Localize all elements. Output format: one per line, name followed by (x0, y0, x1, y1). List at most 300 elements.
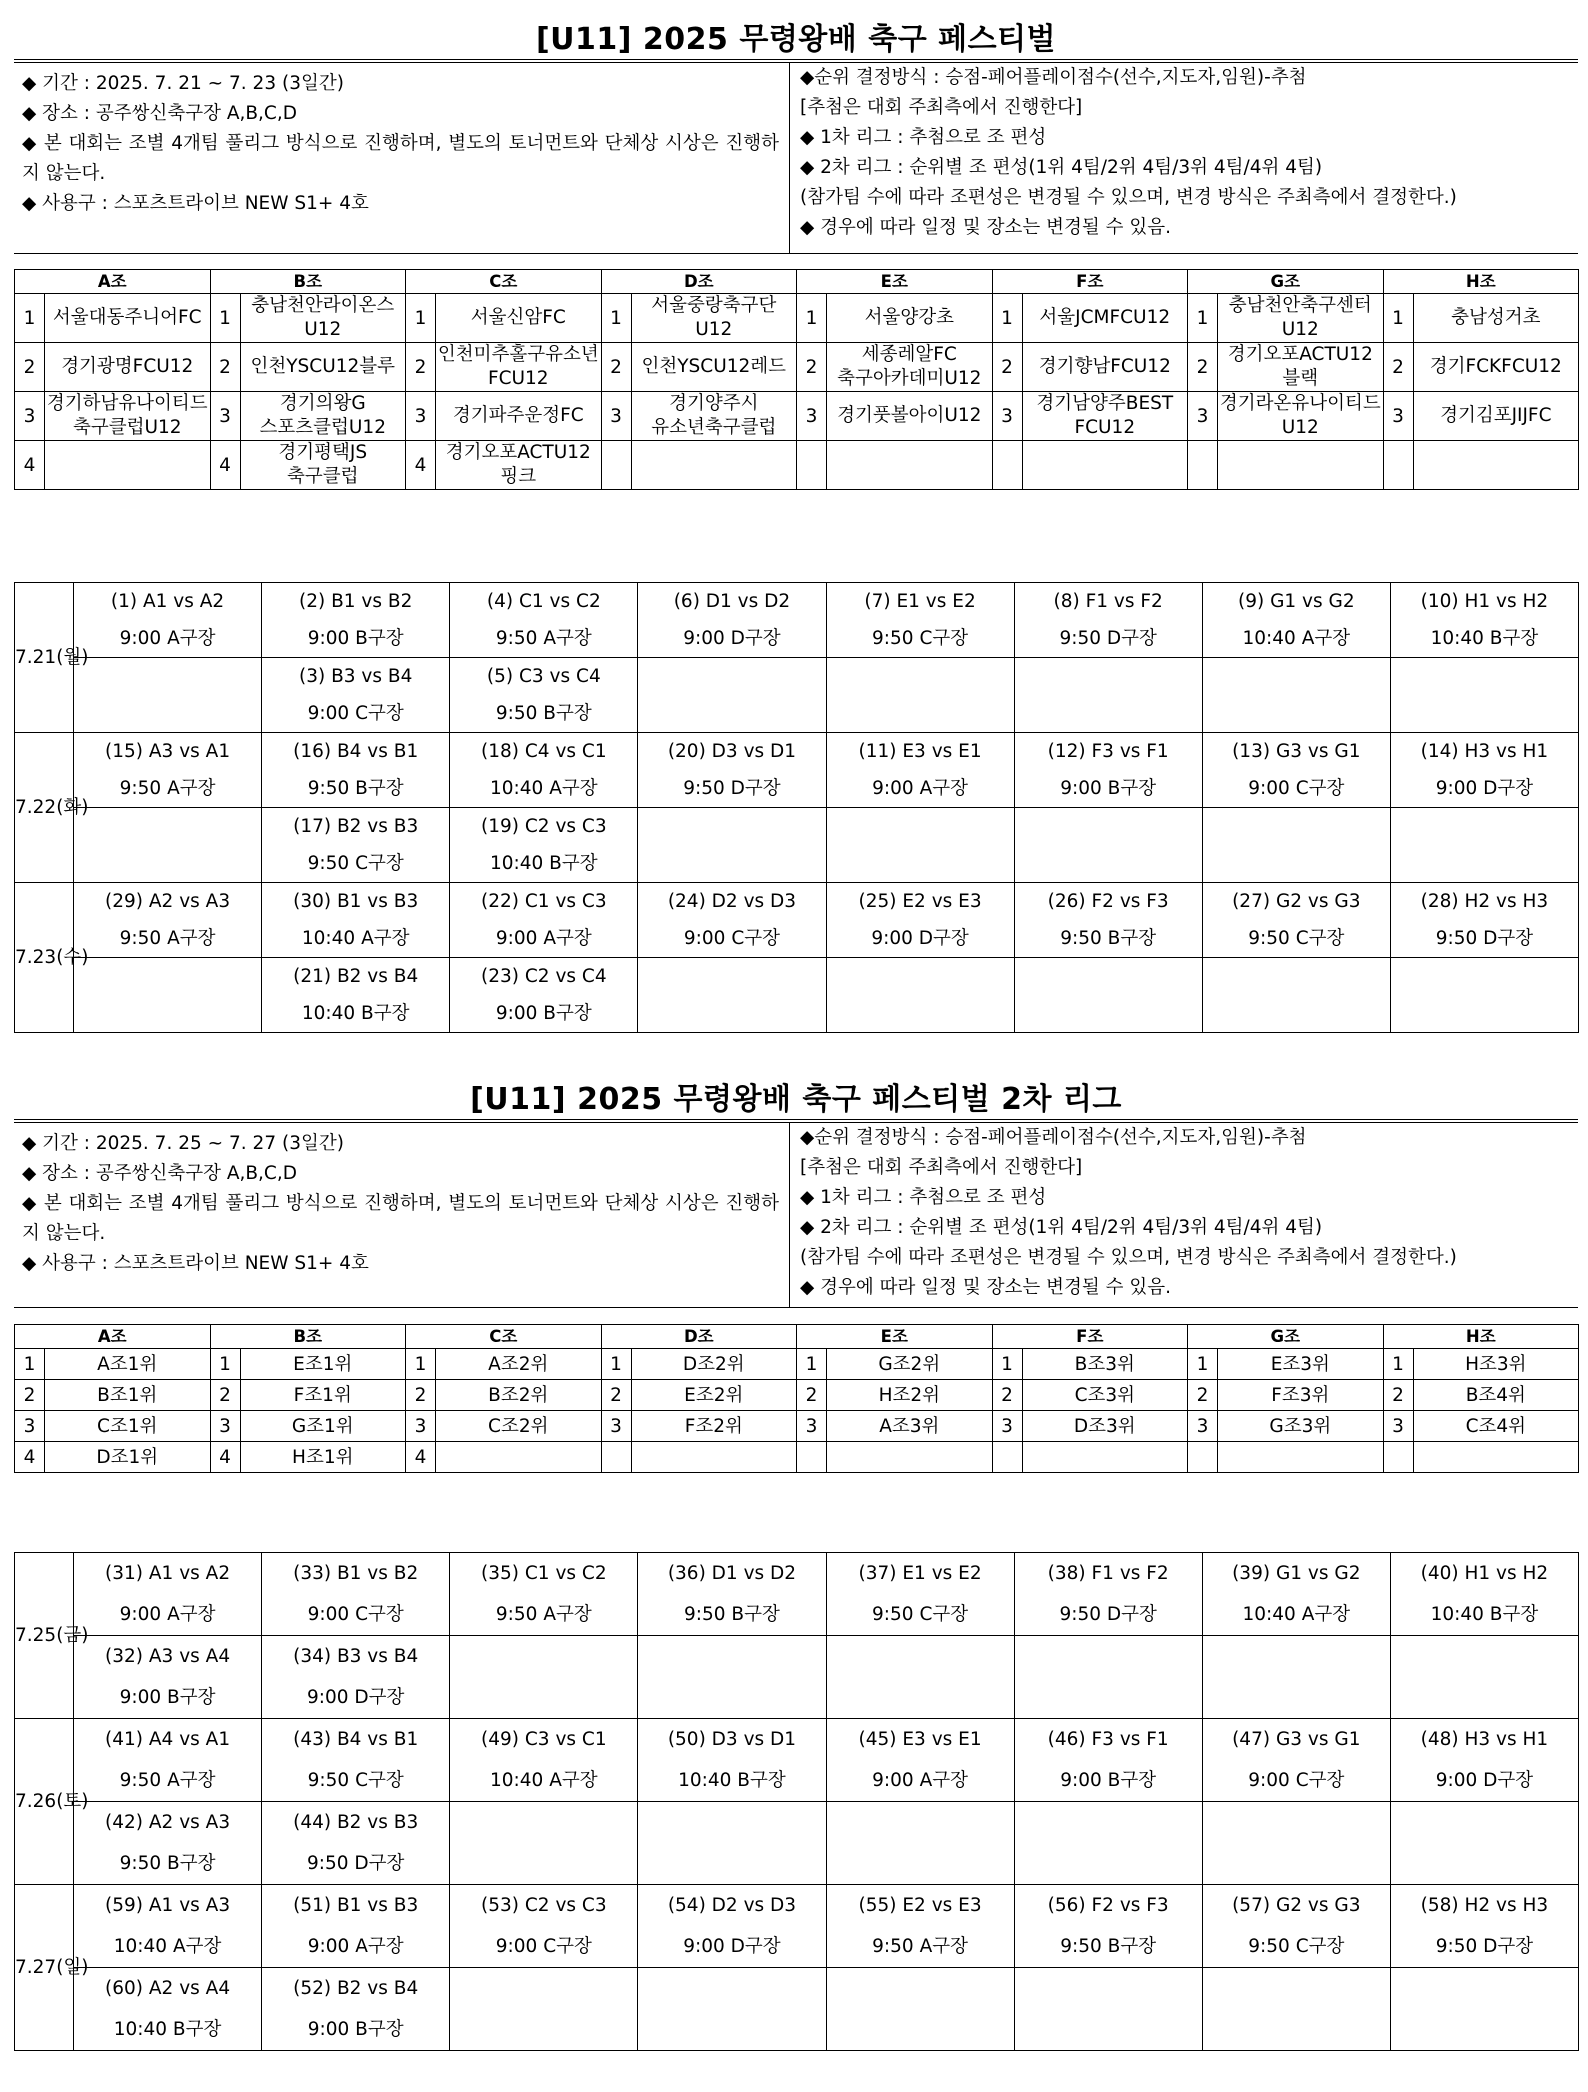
match-cell (1390, 883, 1578, 958)
team-seed: 1 (15, 294, 45, 343)
match-pairing: (1) A1 vs A2 (110, 591, 225, 612)
team-seed: 2 (15, 343, 45, 392)
team-name: B조2위 (436, 1380, 602, 1411)
group-header: G조 (1188, 1325, 1384, 1349)
team-seed: 1 (406, 1349, 436, 1380)
match-cell (826, 1802, 1014, 1885)
match-pairing (1203, 1636, 1390, 1677)
match-pairing: (15) A3 vs A1 (105, 741, 231, 762)
match-pairing: (19) C2 vs C3 (481, 816, 607, 837)
match-cell (262, 733, 450, 808)
match-cell (74, 658, 262, 733)
match-cell (826, 733, 1014, 808)
match-pairing: (18) C4 vs C1 (481, 741, 607, 762)
match-pairing: (32) A3 vs A4 (105, 1646, 231, 1667)
team-name: 서울중랑축구단 U12 (631, 294, 797, 343)
match-pairing: (2) B1 vs B2 (299, 591, 413, 612)
match-pairing: (48) H3 vs H1 (1420, 1729, 1549, 1750)
team-seed: 3 (1383, 392, 1413, 441)
group-header-row (15, 1325, 1579, 1349)
match-cell (450, 1553, 638, 1636)
match-pairing (1203, 1802, 1390, 1843)
match-pairing: (42) A2 vs A3 (105, 1812, 231, 1833)
league2-format: ◆ 본 대회는 조별 4개팀 풀리그 방식으로 진행하며, 별도의 토너먼트와 단체상 시상은 진행하지 않는다. (22, 1193, 779, 1244)
team-seed: 2 (601, 343, 631, 392)
match-cell (1390, 1885, 1578, 1968)
match-cell (826, 583, 1014, 658)
match-cell (826, 958, 1014, 1033)
match-pairing (1391, 1802, 1578, 1843)
match-time-field (827, 845, 1014, 882)
match-cell (450, 733, 638, 808)
league2-second-league: ◆ 2차 리그 : 순위별 조 편성(1위 4팀/2위 4팀/3위 4팀/4위 4팀) (800, 1217, 1323, 1238)
match-time-field: 9:00 C구장 (307, 703, 404, 724)
match-cell (826, 883, 1014, 958)
match-time-field: 9:00 B구장 (1060, 1770, 1157, 1791)
match-cell (262, 1553, 450, 1636)
match-cell (74, 1636, 262, 1719)
match-pairing: (60) A2 vs A4 (105, 1978, 231, 1999)
match-cell (638, 958, 826, 1033)
team-name: C조4위 (1413, 1411, 1579, 1442)
team-seed: 4 (210, 1442, 240, 1473)
team-name (1413, 441, 1579, 490)
schedule-row (15, 583, 1579, 658)
match-time-field: 9:50 B구장 (495, 703, 592, 724)
league1-info-right (790, 63, 1578, 253)
match-cell (826, 1636, 1014, 1719)
team-seed: 1 (210, 1349, 240, 1380)
match-cell (74, 1719, 262, 1802)
match-time-field: 10:40 B구장 (1430, 628, 1539, 649)
team-name: D조1위 (45, 1442, 211, 1473)
match-cell (262, 583, 450, 658)
match-time-field: 9:00 A구장 (872, 778, 968, 799)
league1-ranking-rule: ◆순위 결정방식 : 승점-페어플레이점수(선수,지도자,임원)-추첨 (800, 67, 1307, 88)
team-name: 경기향남FCU12 (1022, 343, 1188, 392)
match-time-field: 9:00 D구장 (683, 628, 781, 649)
match-cell (1014, 1719, 1202, 1802)
group-header-row (15, 270, 1579, 294)
match-time-field: 9:00 D구장 (306, 1687, 405, 1708)
match-cell (826, 808, 1014, 883)
match-pairing: (50) D3 vs D1 (667, 1729, 797, 1750)
league1-change-note: ◆ 경우에 따라 일정 및 장소는 변경될 수 있음. (800, 217, 1171, 238)
group-team-row (15, 1411, 1579, 1442)
match-pairing (1391, 1636, 1578, 1677)
match-cell (638, 808, 826, 883)
match-cell (1014, 1968, 1202, 2051)
match-time-field (638, 1843, 825, 1884)
match-time-field (638, 695, 825, 732)
match-pairing (1203, 808, 1390, 845)
group-header: H조 (1383, 270, 1579, 294)
team-seed: 1 (1188, 294, 1218, 343)
match-time-field: 9:00 D구장 (871, 928, 969, 949)
team-name: A조1위 (45, 1349, 211, 1380)
league2-ranking-rule: ◆순위 결정방식 : 승점-페어플레이점수(선수,지도자,임원)-추첨 (800, 1127, 1307, 1148)
team-name: E조3위 (1218, 1349, 1384, 1380)
match-pairing (450, 1968, 637, 2009)
match-time-field (827, 995, 1014, 1032)
match-time-field: 9:00 C구장 (1248, 1770, 1345, 1791)
team-name: 인천미추홀구유소년 FCU12 (436, 343, 602, 392)
match-cell (1390, 1553, 1578, 1636)
team-seed: 3 (15, 1411, 45, 1442)
match-cell (1390, 583, 1578, 658)
team-name: 경기오포ACTU12 블랙 (1218, 343, 1384, 392)
match-pairing: (52) B2 vs B4 (293, 1978, 419, 1999)
schedule-row (15, 1802, 1579, 1885)
match-cell (1202, 658, 1390, 733)
team-seed (992, 1442, 1022, 1473)
team-name: 서울신암FC (436, 294, 602, 343)
team-seed: 1 (992, 1349, 1022, 1380)
team-seed: 4 (15, 441, 45, 490)
match-time-field (1015, 2009, 1202, 2050)
league1-venue: ◆ 장소 : 공주쌍신축구장 A,B,C,D (22, 103, 297, 124)
match-pairing (1391, 808, 1578, 845)
team-name (631, 441, 797, 490)
match-cell (450, 1636, 638, 1719)
match-time-field (638, 995, 825, 1032)
match-time-field (638, 1677, 825, 1718)
league2-schedule-table (14, 1552, 1579, 2051)
team-name: 경기의왕G 스포츠클럽U12 (240, 392, 406, 441)
league2-groups-table (14, 1324, 1579, 1473)
match-pairing: (46) F3 vs F1 (1047, 1729, 1169, 1750)
league2-title: [U11] 2025 무령왕배 축구 페스티벌 2차 리그 (14, 1082, 1578, 1120)
match-cell (826, 1885, 1014, 1968)
team-seed: 1 (1188, 1349, 1218, 1380)
match-time-field: 9:00 A구장 (307, 1936, 404, 1957)
match-time-field (1391, 2009, 1578, 2050)
match-cell (638, 883, 826, 958)
team-seed (1188, 1442, 1218, 1473)
group-team-row (15, 1442, 1579, 1473)
match-time-field: 9:50 D구장 (1059, 1604, 1157, 1625)
league1-info-left (14, 63, 790, 253)
match-cell (1202, 1802, 1390, 1885)
match-time-field: 10:40 B구장 (489, 853, 598, 874)
match-cell (1390, 658, 1578, 733)
match-time-field (1203, 1677, 1390, 1718)
match-cell (450, 658, 638, 733)
match-cell (1014, 1802, 1202, 1885)
match-time-field: 10:40 B구장 (113, 2019, 222, 2040)
match-pairing: (51) B1 vs B3 (293, 1895, 419, 1916)
team-name: G조3위 (1218, 1411, 1384, 1442)
team-name: 경기김포JIJFC (1413, 392, 1579, 441)
match-pairing: (45) E3 vs E1 (858, 1729, 982, 1750)
match-cell (1014, 733, 1202, 808)
match-cell (450, 808, 638, 883)
group-header: E조 (797, 1325, 993, 1349)
team-seed: 2 (210, 1380, 240, 1411)
team-seed: 3 (992, 392, 1022, 441)
match-cell (1202, 583, 1390, 658)
team-name: 경기평택JS 축구클럽 (240, 441, 406, 490)
group-header: D조 (601, 270, 797, 294)
match-pairing: (25) E2 vs E3 (858, 891, 982, 912)
team-seed: 3 (797, 392, 827, 441)
team-name: 경기풋볼아이U12 (827, 392, 993, 441)
team-seed: 1 (15, 1349, 45, 1380)
match-time-field: 9:50 B구장 (307, 778, 404, 799)
match-pairing: (16) B4 vs B1 (293, 741, 419, 762)
match-time-field: 9:50 C구장 (872, 1604, 969, 1625)
match-pairing: (35) C1 vs C2 (481, 1563, 607, 1584)
match-pairing: (54) D2 vs D3 (667, 1895, 797, 1916)
match-cell (638, 1553, 826, 1636)
group-header: G조 (1188, 270, 1384, 294)
match-pairing (1203, 658, 1390, 695)
match-pairing: (47) G3 vs G1 (1232, 1729, 1361, 1750)
match-cell (74, 1553, 262, 1636)
match-cell (1390, 1802, 1578, 1885)
team-seed: 2 (1383, 343, 1413, 392)
match-cell (450, 883, 638, 958)
team-name: 충남성거초 (1413, 294, 1579, 343)
team-name (827, 441, 993, 490)
league1-period: ◆ 기간 : 2025. 7. 21 ~ 7. 23 (3일간) (22, 73, 344, 94)
match-time-field: 9:50 B구장 (1060, 928, 1157, 949)
match-cell (638, 1885, 826, 1968)
match-cell (450, 958, 638, 1033)
match-time-field (450, 1677, 637, 1718)
match-pairing: (8) F1 vs F2 (1053, 591, 1163, 612)
schedule-row (15, 883, 1579, 958)
match-cell (1390, 1636, 1578, 1719)
match-pairing: (3) B3 vs B4 (299, 666, 413, 687)
match-time-field: 10:40 A구장 (113, 1936, 222, 1957)
match-cell (826, 1719, 1014, 1802)
team-seed: 2 (601, 1380, 631, 1411)
match-time-field: 9:00 C구장 (683, 928, 780, 949)
match-pairing (1015, 1636, 1202, 1677)
league2-change-note: ◆ 경우에 따라 일정 및 장소는 변경될 수 있음. (800, 1277, 1171, 1298)
match-pairing (74, 658, 261, 695)
match-cell (262, 1636, 450, 1719)
match-pairing: (14) H3 vs H1 (1420, 741, 1549, 762)
match-cell (74, 808, 262, 883)
team-name: A조3위 (827, 1411, 993, 1442)
team-seed: 2 (1188, 1380, 1218, 1411)
match-time-field (450, 2009, 637, 2050)
team-name: 경기하남유나이티드 축구클럽U12 (45, 392, 211, 441)
team-name: 경기양주시 유소년축구클럽 (631, 392, 797, 441)
group-header: F조 (992, 1325, 1188, 1349)
match-time-field (827, 1843, 1014, 1884)
match-pairing: (53) C2 vs C3 (481, 1895, 607, 1916)
match-time-field: 9:50 B구장 (684, 1604, 780, 1625)
match-pairing (74, 958, 261, 995)
match-time-field: 9:50 D구장 (1059, 628, 1157, 649)
team-name (45, 441, 211, 490)
team-name: H조2위 (827, 1380, 993, 1411)
team-name (1413, 1442, 1579, 1473)
team-name: C조1위 (45, 1411, 211, 1442)
match-pairing: (40) H1 vs H2 (1420, 1563, 1549, 1584)
match-time-field: 9:50 C구장 (872, 628, 969, 649)
team-name: 경기FCKFCU12 (1413, 343, 1579, 392)
match-pairing: (13) G3 vs G1 (1232, 741, 1361, 762)
match-time-field (1391, 1843, 1578, 1884)
match-cell (638, 1719, 826, 1802)
match-pairing (1203, 958, 1390, 995)
match-time-field (638, 845, 825, 882)
match-time-field: 9:50 B구장 (119, 1853, 216, 1874)
match-cell (450, 583, 638, 658)
match-cell (262, 958, 450, 1033)
league2-team-count-note: (참가팀 수에 따라 조편성은 변경될 수 있으며, 변경 방식은 주최측에서 결정한다.) (800, 1247, 1457, 1268)
league2-ball: ◆ 사용구 : 스포츠트라이브 NEW S1+ 4호 (22, 1253, 369, 1274)
match-cell (450, 1719, 638, 1802)
match-time-field (74, 845, 261, 882)
team-name: H조3위 (1413, 1349, 1579, 1380)
match-pairing: (23) C2 vs C4 (481, 966, 607, 987)
match-pairing: (9) G1 vs G2 (1237, 591, 1355, 612)
team-seed: 3 (1188, 392, 1218, 441)
match-cell (262, 1885, 450, 1968)
match-pairing: (33) B1 vs B2 (293, 1563, 419, 1584)
match-cell (1014, 1885, 1202, 1968)
match-time-field (1015, 1843, 1202, 1884)
match-pairing: (10) H1 vs H2 (1420, 591, 1549, 612)
match-cell (638, 1968, 826, 2051)
match-time-field: 9:00 C구장 (307, 1604, 404, 1625)
match-pairing: (22) C1 vs C3 (481, 891, 607, 912)
match-time-field: 9:00 A구장 (872, 1770, 968, 1791)
league2-info (14, 1122, 1578, 1308)
match-pairing (638, 958, 825, 995)
match-cell (1390, 808, 1578, 883)
team-seed: 2 (1383, 1380, 1413, 1411)
match-cell (450, 1885, 638, 1968)
match-pairing (638, 1802, 825, 1843)
team-name: B조1위 (45, 1380, 211, 1411)
match-pairing: (58) H2 vs H3 (1420, 1895, 1549, 1916)
match-time-field (1391, 695, 1578, 732)
match-time-field (1203, 1843, 1390, 1884)
team-name: 경기광명FCU12 (45, 343, 211, 392)
match-pairing (638, 1636, 825, 1677)
match-time-field: 9:50 D구장 (1435, 928, 1534, 949)
match-time-field (74, 695, 261, 732)
match-pairing (827, 958, 1014, 995)
team-name: G조1위 (240, 1411, 406, 1442)
schedule-row (15, 1636, 1579, 1719)
match-time-field: 10:40 A구장 (490, 778, 598, 799)
match-pairing: (30) B1 vs B3 (293, 891, 419, 912)
league1-draw-note: [추첨은 대회 주최측에서 진행한다] (800, 97, 1083, 118)
group-team-row (15, 294, 1579, 343)
team-seed: 3 (210, 392, 240, 441)
team-seed: 3 (992, 1411, 1022, 1442)
match-time-field (1015, 1677, 1202, 1718)
team-name: F조2위 (631, 1411, 797, 1442)
match-time-field: 10:40 A구장 (490, 1770, 598, 1791)
match-cell (262, 1802, 450, 1885)
match-cell (1390, 1719, 1578, 1802)
league1-schedule-table (14, 582, 1579, 1033)
match-pairing: (43) B4 vs B1 (293, 1729, 419, 1750)
team-seed: 1 (797, 294, 827, 343)
team-seed (797, 1442, 827, 1473)
match-cell (1014, 958, 1202, 1033)
match-time-field: 9:50 A구장 (495, 628, 592, 649)
match-pairing: (17) B2 vs B3 (293, 816, 419, 837)
team-name: C조2위 (436, 1411, 602, 1442)
match-time-field: 9:00 D구장 (1435, 778, 1534, 799)
match-cell (826, 658, 1014, 733)
team-name: A조2위 (436, 1349, 602, 1380)
team-name: C조3위 (1022, 1380, 1188, 1411)
team-name: 서울JCMFCU12 (1022, 294, 1188, 343)
team-seed: 2 (406, 1380, 436, 1411)
match-time-field (827, 695, 1014, 732)
team-seed: 1 (406, 294, 436, 343)
team-seed: 1 (601, 1349, 631, 1380)
match-cell (1202, 958, 1390, 1033)
match-time-field: 9:50 C구장 (1248, 1936, 1345, 1957)
group-header: B조 (210, 270, 406, 294)
match-cell (1202, 1636, 1390, 1719)
team-seed: 3 (1188, 1411, 1218, 1442)
team-seed: 2 (797, 1380, 827, 1411)
match-pairing: (4) C1 vs C2 (486, 591, 601, 612)
match-time-field: 9:00 A구장 (119, 1604, 216, 1625)
match-pairing (638, 1968, 825, 2009)
group-team-row (15, 1349, 1579, 1380)
team-seed (601, 1442, 631, 1473)
match-pairing: (29) A2 vs A3 (105, 891, 231, 912)
match-pairing (827, 1636, 1014, 1677)
match-cell (1390, 958, 1578, 1033)
group-header: F조 (992, 270, 1188, 294)
match-cell (74, 583, 262, 658)
match-cell (1014, 658, 1202, 733)
group-header: H조 (1383, 1325, 1579, 1349)
league1-first-league: ◆ 1차 리그 : 추첨으로 조 편성 (800, 127, 1047, 148)
match-time-field: 9:00 C구장 (1248, 778, 1345, 799)
league1-info (14, 62, 1578, 254)
group-header: A조 (15, 1325, 211, 1349)
match-day: 7.21(월) (15, 583, 74, 733)
match-time-field: 9:00 A구장 (119, 628, 216, 649)
match-time-field: 9:00 C구장 (495, 1936, 592, 1957)
team-name: D조2위 (631, 1349, 797, 1380)
team-seed (1383, 1442, 1413, 1473)
match-cell (450, 1802, 638, 1885)
match-time-field (1391, 845, 1578, 882)
team-seed: 2 (210, 343, 240, 392)
league2-info-left (14, 1123, 790, 1307)
team-name: D조3위 (1022, 1411, 1188, 1442)
league1-title: [U11] 2025 무령왕배 축구 페스티벌 (14, 22, 1578, 60)
match-time-field: 10:40 B구장 (678, 1770, 786, 1791)
group-team-row (15, 441, 1579, 490)
team-name: B조3위 (1022, 1349, 1188, 1380)
match-pairing: (56) F2 vs F3 (1047, 1895, 1169, 1916)
group-header: A조 (15, 270, 211, 294)
match-pairing (1391, 1968, 1578, 2009)
match-time-field: 9:50 C구장 (307, 1770, 404, 1791)
team-seed: 1 (601, 294, 631, 343)
match-time-field (1015, 845, 1202, 882)
match-time-field: 10:40 A구장 (1242, 1604, 1351, 1625)
team-name: E조2위 (631, 1380, 797, 1411)
